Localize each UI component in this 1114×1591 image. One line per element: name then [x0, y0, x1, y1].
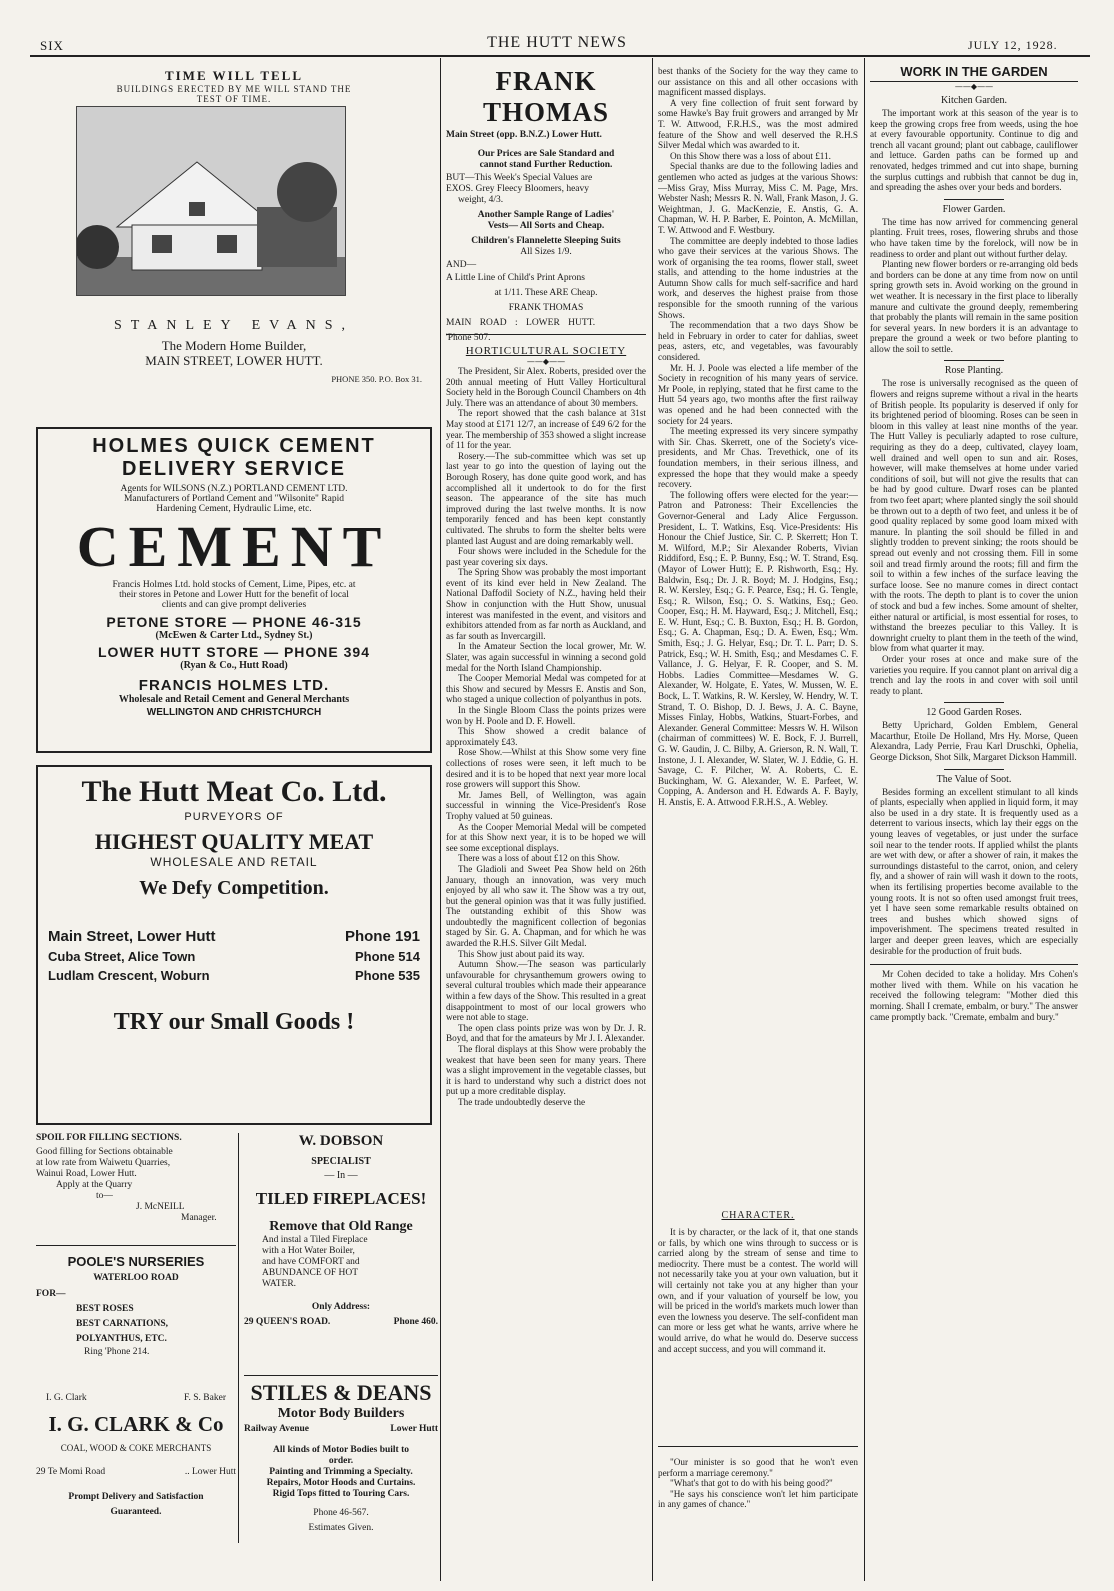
petone-store: PETONE STORE — PHONE 46-315 [106, 614, 362, 630]
builder-address: MAIN STREET, LOWER HUTT. [145, 353, 323, 368]
twelve-text [870, 720, 1078, 762]
pooles-title: POOLE'S NURSERIES [67, 1254, 205, 1269]
garden-paragraph: Order your roses at once and make sure of the varieties you require. If you cannot plant on arrival dig a trench and lay the roots in and cover with soil until ready to plant. [870, 653, 1078, 696]
horticultural-paragraph: Rose Show.—Whilst at this Show some very fine collections of roses were seen, it left much to be desired and it is to be hoped that next year more local rose growers will support this Show. [446, 747, 646, 790]
horticultural-paragraph: There was a loss of about £12 on this Show. [458, 853, 620, 864]
branch-place: Ludlam Crescent, Woburn [48, 968, 210, 983]
dobson-address-row [244, 1317, 438, 1328]
dobson-spec: SPECIALIST [311, 1156, 371, 1167]
dobson-phone: Phone 460. [393, 1317, 438, 1327]
garden-paragraph: The time has now arrived for commencing general planting. Fruit trees, roses, flowering shrubs and those who have taken time by the forelock, will now be in readiness to order and plant out without further delay. [870, 216, 1078, 259]
character-heading: CHARACTER. [721, 1210, 795, 1221]
horticultural-paragraph: Rosery.—The sub-committee which was set up last year to go into the question of laying out the Borough Rosery, has done quite good work, and has accomplished all it undertook to do for the first season. The appearance of the site has much improved during the last twelve months. It is now temporarily fenced and has been kept constantly cultivated. The shrubs to form the shelter belts were planted last August and are doing remarkably well. [446, 450, 646, 546]
joke-line: "Our minister is so good that he won't even perform a marriage ceremony." [658, 1457, 858, 1478]
ornament-icon: ——◆—— [526, 357, 566, 366]
clark-address [36, 1467, 236, 1478]
holmes-title2: DELIVERY SERVICE [122, 458, 346, 480]
dobson-line: with a Hot Water Boiler, [262, 1246, 355, 1256]
stiles-address-row [244, 1424, 438, 1435]
thomas-line: Our Prices are Sale Standard and [477, 149, 615, 159]
lower-hutt-sub: (Ryan & Co., Hutt Road) [180, 660, 288, 671]
branch-phone: Phone 535 [354, 968, 420, 983]
pooles-ring: Ring 'Phone 214. [84, 1347, 150, 1357]
flower-text [870, 217, 1078, 355]
holmes-agents3: Hardening Cement, Hydraulic Lime, etc. [156, 504, 312, 514]
stiles-street: Railway Avenue [244, 1424, 310, 1434]
horticultural-paragraph: The President, Sir Alex. Roberts, presided over the 20th annual meeting of Hutt Valley Horticultural Society held in the Borough Council Chambers on 4th July. There was an attendance of about 30 members. [446, 366, 646, 408]
pooles-item: BEST CARNATIONS, [76, 1319, 169, 1329]
ad-divider [238, 1133, 239, 1543]
clark-addr: 29 Te Momi Road [36, 1467, 106, 1477]
dobson-line: ABUNDANCE OF HOT [262, 1268, 359, 1278]
horticultural-heading: HORTICULTURAL SOCIETY [465, 345, 627, 357]
thomas-main: MAIN ROAD : LOWER HUTT. [446, 318, 596, 328]
horticultural-paragraph: A very fine collection of fruit sent forward by some Hawke's Bay fruit growers and arranged by Mr T. W. Attwood, F.R.H.S., was the most admired feature of the Show and well deserved the R.H.S Silver Medal which was awarded to it. [658, 97, 858, 151]
horticultural-paragraph: The following offers were elected for the year:—Patron and Patroness: Their Excellencies the Governor-General and Lady Alice Fergusson. President, L. T. Watkins, Esq. Vice-Presidents: His Honour the Chief Justice, Sir. C. P. Skerrett; Hon T. M. Wilford, M.P.; Sir Alexander Roberts, Vivian Riddiford, Esq.; E. P. Bunny, Esq.; W. T. Strand, Esq. (Mayor of Lower Hutt); E. P. Rishworth, Esq.; Hy. Baldwin, Esq.; Dr. J. R. Boyd; M. J. Hodgins, Esq.; R. W. Kersley, Esq.; G. F. Pearce, Esq.; H. G. Tengle, Esq.; R. Wilson, Esq.; O. S. Watkins, Esq.; Geo. Cooper, Esq.; H. M. Hayward, Esq.; J. Mitchell, Esq.; E. W. Hunt, Esq.; C. B. Buxton, Esq.; H. B. Gordon, Esq.; G. A. Chapman, Esq.; D. A. Ewen, Esq.; Wm. Smith, Esq.; J. G. Helyar, Esq.; Dr. T. L. Parr; D. S. Patrick, Esq.; W. H. Smith, Esq.; and Mesdames C. F. Vallance, J. G. Helyar, F. R. Cooper, and S. M. Hobbs. Ladies Committee—Mesdames W. G. Alexander, W. Holgate, E. Yates, W. Mussen, W. E. Bock, L. T. Watkins, R. W. Kersley, W. Hendry, W. T. Strand, T. O. Bishop, D. J. Bews, J. A. C. Bayne, Misses Finlay, Hobbs, Watkins, Stuart-Forbes, and Alexander. General Committee: Messrs W. H. Wilson (chairman of committees) W. E. Bock, F. J. Burrell, G. W. Gaudin, J. C. Bilby, A. Grierson, R. N. Wall, T. Instone, J. I. Alexander, W. Slater, W. J. Eddie, G. H. Savage, C. F. Pilcher, W. A. Roberts, C. E. Buckingham, W. G. Alexander, W. E. Parfeet, W. Copping, A. Anderson and H. Edwards A. F. Bayly, H. Anstis, E. A. Attwood F.R.H.S., A. Webley. [658, 489, 858, 807]
section-rule [944, 702, 1004, 703]
thomas-ad [446, 66, 646, 343]
clark-partners [36, 1393, 236, 1404]
meat-try: TRY our Small Goods ! [113, 1009, 355, 1035]
holmes-stock3: clients and can give prompt deliveries [161, 600, 307, 610]
clark-partner: I. G. Clark [46, 1393, 87, 1403]
character-text [658, 1227, 858, 1354]
thomas-line: weight, 4/3. [458, 195, 504, 205]
spoil-line: Good filling for Sections obtainable [36, 1147, 173, 1157]
builder-phone: PHONE 350. P.O. Box 31. [331, 374, 422, 384]
evans-ad [36, 68, 432, 388]
meat-title: The Hutt Meat Co. Ltd. [81, 775, 387, 808]
section-rule [870, 964, 1078, 965]
stiles-line: Painting and Trimming a Specialty. [269, 1467, 413, 1477]
horticultural-paragraph: Special thanks are due to the following ladies and gentlemen who acted as judges at the various Shows:—Miss Gray, Miss Murray, Miss C. M. Page, Mrs. Webster Nash; Messrs R. N. Wall, Frank Mason, J. G. Weightman, J. G. MacKenzie, E. Anstis, G. A. Chapman, W. H. P. Barber, E. Pointon, A. McMillan, T. W. Attwood and F. Westbury. [658, 161, 858, 235]
branch-phone: Phone 191 [344, 928, 420, 945]
thomas-line: Children's Flannelette Sleeping Suits [471, 236, 621, 246]
horticultural-paragraph: Mr. H. J. Poole was elected a life member of the Society in recognition of his many years of service. Mr Poole, in replying, stated that he first came to the Hutt 54 years ago, two months after the first railway was opened and he had been connected with the society for 24 years. [658, 362, 858, 426]
horticultural-paragraph: The report showed that the cash balance at 31st May stood at £171 12/7, an increase of £49 6/2 for the year. The membership of 353 showed a slight increase of 11 for the year. [446, 408, 646, 451]
garden-column [870, 64, 1078, 1554]
francis-holmes: FRANCIS HOLMES LTD. [138, 677, 330, 694]
stiles-line: Rigid Tops fitted to Touring Cars. [272, 1489, 410, 1499]
rose-heading: Rose Planting. [944, 365, 1004, 377]
horticultural-paragraph: The Cooper Memorial Medal was competed for at this Show and secured by Messrs E. Anstis and Son, who staged a unique collection of polyanthus in pots. [446, 673, 646, 705]
thomas-line: Another Sample Range of Ladies' [477, 210, 615, 220]
section-rule [944, 769, 1004, 770]
masthead-rule [30, 55, 1090, 57]
horticultural-col2 [658, 66, 858, 1206]
pooles-road: WATERLOO ROAD [93, 1273, 179, 1283]
garden-paragraph: The rose is universally recognised as the queen of flowers and reigns supreme without a rival in the hearts of British people. Its popularity is deserved if only for its brightened period of blooming. Roses can be seen in bloom in this valley at least nine months of the year. The Hutt Valley is peculiarly adapted to rose culture, requiring as they do a deep, cultivated, clayey loam, well drained and well open to sun and air. Roses, however, will make themselves at home under varied conditions of soil, but will not give the results that can be had by good culture. Dwarf roses can be planted from two feet apart; where planted singly the soil should be thrown out to a depth of two feet, and unless it be of good quality replaced by some good loam mixed with manure. In planting the soil should be filled in and slightly trodden to prevent sinking; the roots should be spread out evenly and not crossing them. Fill in some soil and tread firmly around the roots; fill and firm the soil to within a few inches of the surface leaving the surface loose. See no manure comes in direct contact with the roots. The depth to plant is to cover the union of stock and bud a few inches. Some amount of shelter, either natural or artificial, is most essential for roses, to withstand the breezes peculiar to this Valley. It is downright cruelty to plant them in the teeth of the wind, blow from what quarter it may. [870, 378, 1078, 654]
spoil-line: Apply at the Quarry [56, 1180, 133, 1190]
thomas-line: Vests— All Sorts and Cheap. [487, 221, 605, 231]
evans-title: TIME WILL TELL [164, 68, 304, 83]
dobson-line: and have COMFORT and [262, 1257, 360, 1267]
horticultural-paragraph: The Spring Show was probably the most important event of its kind ever held in New Zealand. The National Daffodil Society of N.Z., having held their Show in conjunction with the Hutt Show, unusual interest was manifested in the event, and visitors and exhibitors attended from as far north as Auckland, and as far south as Invercargill. [446, 567, 646, 641]
thomas-sig: FRANK THOMAS [508, 303, 584, 313]
horticultural-paragraph: The recommendation that a two days Show be held in February in order to cater for dahlias, sweet peas, asters, etc, and vegetables, was favourably considered. [658, 320, 858, 363]
column-rule [652, 58, 653, 1581]
thomas-title: FRANK THOMAS [482, 66, 609, 127]
holmes-cities: WELLINGTON AND CHRISTCHURCH [146, 707, 322, 718]
meat-defy: We Defy Competition. [139, 877, 329, 899]
holmes-company-sub: Wholesale and Retail Cement and General Merchants [118, 694, 350, 705]
clark-ad [36, 1393, 236, 1543]
horticultural-paragraph: best thanks of the Society for the way they came to our assistance on this and all other occasions with magnificent massed displays. [658, 66, 858, 98]
holmes-title1: HOLMES QUICK CEMENT [92, 435, 376, 457]
stiles-line: order. [328, 1456, 354, 1466]
soot-text [870, 787, 1078, 957]
garden-paragraph: Planting new flower borders or re-arranging old beds and borders can be done at any time from now on until spring growth sets in. Avoid working on the ground in wet weather. It is necessary in the first place to liberally manure and cultivate the ground deeply, remembering that probably the plants will remain in the same position for several years. In new borders it is an advantage to prepare the ground a week or two before planting to allow the soil to settle. [870, 259, 1078, 354]
pooles-item: BEST ROSES [76, 1304, 134, 1314]
house-image [77, 107, 346, 296]
thomas-line: EXOS. Grey Fleecy Bloomers, heavy [446, 184, 589, 194]
dobson-in: — In — [324, 1170, 358, 1181]
stiles-town: Lower Hutt [390, 1424, 438, 1434]
dobson-only: Only Address: [311, 1302, 371, 1312]
branch-place: Cuba Street, Alice Town [48, 949, 196, 964]
flower-heading: Flower Garden. [942, 203, 1006, 215]
garden-paragraph: Betty Uprichard, Golden Emblem, General Macarthur, Etoile De Holland, Mrs Hy. Morse, Queen Alexandra, Lady Perrie, Frau Karl Druschki, Ophelia, George Dickson, Shot Silk, Margaret Dickson Hammill. [870, 720, 1078, 763]
stiles-title: STILES & DEANS [250, 1380, 432, 1405]
stiles-est: Estimates Given. [308, 1523, 374, 1533]
holmes-agents1: Agents for WILSONS (N.Z.) PORTLAND CEMENT LTD. [120, 484, 348, 494]
garden-paragraph: The important work at this season of the year is to keep the growing crops free from weeds, using the hoe at every favourable opportunity. Continue to dig and trench all vacant ground; plant out cabbage, cauliflower and lettuce. Garden paths can be formed up and renovated, hedges trimmed and cut into shape, burning the surplus cuttings and rubbish that cannot be dug in, and spreading the ashes over your beds and borders. [870, 108, 1078, 193]
dobson-ad [244, 1133, 438, 1359]
thomas-and: AND— [446, 260, 477, 270]
ornament-icon: ——◆—— [954, 82, 994, 91]
meat-purveyors: PURVEYORS OF [184, 811, 284, 823]
garden-heading: WORK IN THE GARDEN [870, 64, 1078, 82]
rose-text [870, 378, 1078, 696]
clark-guar: Guaranteed. [110, 1507, 162, 1517]
builder-name: STANLEY EVANS, [114, 318, 354, 333]
section-rule [944, 360, 1004, 361]
page-number: SIX [40, 38, 64, 53]
horticultural-heading-block [446, 334, 646, 366]
horticultural-paragraph: The floral displays at this Show were probably the weakest that have been seen for many years. There was a slight improvement in the vegetable classes, but it is hard to understand why such a district does not put up a more creditable display. [446, 1044, 646, 1097]
clark-prompt: Prompt Delivery and Satisfaction [68, 1492, 204, 1502]
joke-block [658, 1446, 858, 1510]
house-photo [76, 106, 346, 296]
thomas-address: Main Street (opp. B.N.Z.) Lower Hutt. [446, 130, 602, 140]
meat-quality: HIGHEST QUALITY MEAT [94, 829, 374, 854]
dobson-address: 29 QUEEN'S ROAD. [244, 1317, 331, 1327]
horticultural-paragraph: On this Show there was a loss of about £11. [670, 150, 831, 161]
holmes-agents2: Manufacturers of Portland Cement and "Wilsonite" Rapid [123, 494, 345, 504]
clark-partner: F. S. Baker [184, 1393, 226, 1403]
garden-paragraph: Mr Cohen decided to take a holiday. Mrs Cohen's mother lived with them. While on his vacation he received the following telegram: "Mother died this morning. Shall I cremate, embalm, or bury." The answer came promptly back. "Cremate, embalm and bury." [870, 969, 1078, 1022]
joke-line: "He says his conscience won't let him participate in any games of chance." [658, 1488, 858, 1510]
stiles-phone: Phone 46-567. [313, 1508, 369, 1518]
petone-sub: (McEwen & Carter Ltd., Sydney St.) [155, 630, 313, 641]
section-rule [944, 199, 1004, 200]
character-paragraph: It is by character, or the lack of it, that one stands or falls, by which one wins through to success or is carried along by the stream of sense and time to mediocrity. There must be a contest. The world will not necessarily take you at your own valuation, but it will certainly not take you at any higher than your own, and if your valuation of yourself be low, you will be priced in the world's markets much lower than even the lowness you deserve. The self-confident man can more or less get what he wants, arrive where he would arrive, do what he would do. Deserve success and accept success, and you will command it. [658, 1227, 858, 1354]
horticultural-paragraph: The trade undoubtedly deserve the [458, 1096, 586, 1107]
spoil-role: Manager. [181, 1213, 217, 1223]
spoil-line: Wainui Road, Lower Hutt. [36, 1169, 137, 1179]
meat-wholesale: WHOLESALE AND RETAIL [150, 855, 318, 869]
spoil-title: SPOIL FOR FILLING SECTIONS. [36, 1133, 182, 1143]
dobson-remove: Remove that Old Range [269, 1219, 413, 1234]
stiles-line: Repairs, Motor Hoods and Curtains. [266, 1478, 416, 1488]
holmes-ad [36, 427, 432, 753]
column-rule [440, 58, 441, 1581]
horticultural-paragraph: Four shows were included in the Schedule for the past year covering six days. [446, 546, 646, 567]
thomas-phone: 'Phone 507. [446, 333, 491, 343]
horticultural-paragraph: Autumn Show.—The season was particularly unfavourable for chrysanthemum growers owing to several cultural troubles which made their appearance within a few days of the Show. This resulted in a great disappointment to most of our local growers who were not able to stage. [446, 959, 646, 1023]
clark-sub: COAL, WOOD & COKE MERCHANTS [60, 1443, 212, 1453]
meat-branch-row [48, 928, 420, 945]
garden-paragraph: Besides forming an excellent stimulant to all kinds of plants, especially when applied in liquid form, it may also be used in a dry state. It is frequently used as a deterrent to various insects, which lay their eggs on the young leaves of vegetables, or just under the surface soil near to the tender roots. If applied whilst the plants are wet with dew, or after a shower of rain, it makes the surroundings distasteful to the carrot, onion, and celery fly, and a shower of rain will wash it down to the roots, when its fertilising properties become available to the young roots. It is not so often used amongst fruit trees, yet I have seen some remarkable results obtained on trees and bushes which showed signs of impoverishment. The specimens treated resulted in larger and deeper green leaves, which are especially desirable for the production of fruit buds. [870, 786, 1078, 956]
thomas-line: BUT—This Week's Special Values are [446, 173, 593, 183]
horticultural-paragraph: This Show just about paid its way. [458, 948, 585, 959]
pooles-for: FOR— [36, 1289, 66, 1299]
horticultural-paragraph: This Show showed a credit balance of approximately £43. [446, 726, 646, 747]
newspaper-title: THE HUTT NEWS [487, 34, 627, 51]
branch-phone: Phone 514 [354, 949, 420, 964]
horticultural-paragraph: The committee are deeply indebted to those ladies who gave their services at the various Shows. The work of organising the tea rooms, flower stall, sweet stalls, and attending to the home industries at the Autumn Show calls for much self-sacrifice and hard work, and deserves the highest praise from those responsible for the smooth running of the various Shows. [658, 235, 858, 320]
thomas-line: A Little Line of Child's Print Aprons [446, 273, 585, 283]
pooles-item: POLYANTHUS, ETC. [76, 1334, 167, 1344]
pooles-ad [36, 1245, 236, 1365]
spoil-line: at low rate from Waiwetu Quarries, [36, 1158, 171, 1168]
horticultural-paragraph: In the Amateur Section the local grower, Mr. W. Slater, was again successful in winning a second gold medal for the North Island Championship. [446, 641, 646, 673]
meat-ad [36, 765, 432, 1125]
holmes-stock1: Francis Holmes Ltd. hold stocks of Cement, Lime, Pipes, etc. at [112, 580, 356, 590]
horticultural-paragraph: The Gladioli and Sweet Pea Show held on 26th January, though an innovation, was very much enjoyed by all who saw it. The Show was a try out, but the general opinion was that it was fully justified. The outstanding exhibit of this Show was undoubtedly the magnificent collection of begonias staged by Sir. G. A. Chapman, and for which he was awarded the R.H.S. Silver Gilt Medal. [446, 863, 646, 949]
character-block [658, 1210, 858, 1354]
kitchen-text [870, 108, 1078, 193]
evans-sub2: TEST OF TIME. [196, 94, 272, 104]
branch-place: Main Street, Lower Hutt [48, 928, 216, 945]
meat-branch-row [48, 949, 420, 964]
horticultural-paragraph: As the Cooper Memorial Medal will be competed for at this Show next year, it is to be hoped we will see some exceptional displays. [446, 821, 646, 853]
dobson-name: W. DOBSON [298, 1133, 384, 1149]
column-rule [864, 58, 865, 1581]
horticultural-paragraph: In the Single Bloom Class the points prizes were won by H. Poole and D. F. Howell. [446, 705, 646, 726]
joke-line: "What's that got to do with his being good?" [670, 1478, 833, 1489]
horticultural-col1 [446, 366, 646, 1546]
holmes-stock2: their stores in Petone and Lower Hutt for the benefit of local [119, 590, 349, 600]
meat-branch-row [48, 968, 420, 983]
twelve-heading: 12 Good Garden Roses. [926, 707, 1022, 719]
stiles-line: All kinds of Motor Bodies built to [272, 1445, 409, 1455]
stiles-ad [244, 1375, 438, 1545]
stiles-sub: Motor Body Builders [277, 1406, 405, 1421]
thomas-line: at 1/11. These ARE Cheap. [494, 288, 598, 298]
spoil-line: to— [96, 1191, 113, 1201]
spoil-ad [36, 1133, 236, 1233]
cohen-text [870, 969, 1078, 1022]
issue-date: JULY 12, 1928. [968, 38, 1058, 52]
thomas-line: cannot stand Further Reduction. [479, 160, 613, 170]
kitchen-heading: Kitchen Garden. [940, 95, 1008, 106]
builder-role: The Modern Home Builder, [161, 338, 307, 353]
clark-title: I. G. CLARK & Co [48, 1412, 224, 1436]
dobson-tiled: TILED FIREPLACES! [255, 1189, 427, 1208]
horticultural-paragraph: The meeting expressed its very sincere sympathy with Sir. Chas. Skerrett, one of the Society's vice-presidents, and Mr Chas. Trevethick, one of its foundation members, in their serious illness, and expressed the hope that they would make a speedy recovery. [658, 426, 858, 490]
soot-heading: The Value of Soot. [936, 773, 1012, 785]
dobson-line: WATER. [262, 1279, 297, 1289]
thomas-line: All Sizes 1/9. [520, 247, 572, 257]
spoil-name: J. McNEILL [136, 1202, 185, 1212]
evans-sub1: BUILDINGS ERECTED BY ME WILL STAND THE [116, 84, 352, 94]
horticultural-paragraph: The open class points prize was won by Dr. J. R. Boyd, and that for the amateurs by Mr J. I. Alexander. [446, 1022, 646, 1044]
horticultural-paragraph: Mr. James Bell, of Wellington, was again successful in winning the Vice-President's Rose Trophy valued at 50 guineas. [446, 789, 646, 821]
clark-town: .. Lower Hutt [184, 1467, 236, 1477]
lower-hutt-store: LOWER HUTT STORE — PHONE 394 [98, 644, 370, 660]
dobson-line: And instal a Tiled Fireplace [262, 1235, 368, 1245]
cement-headline: CEMENT [76, 514, 392, 579]
